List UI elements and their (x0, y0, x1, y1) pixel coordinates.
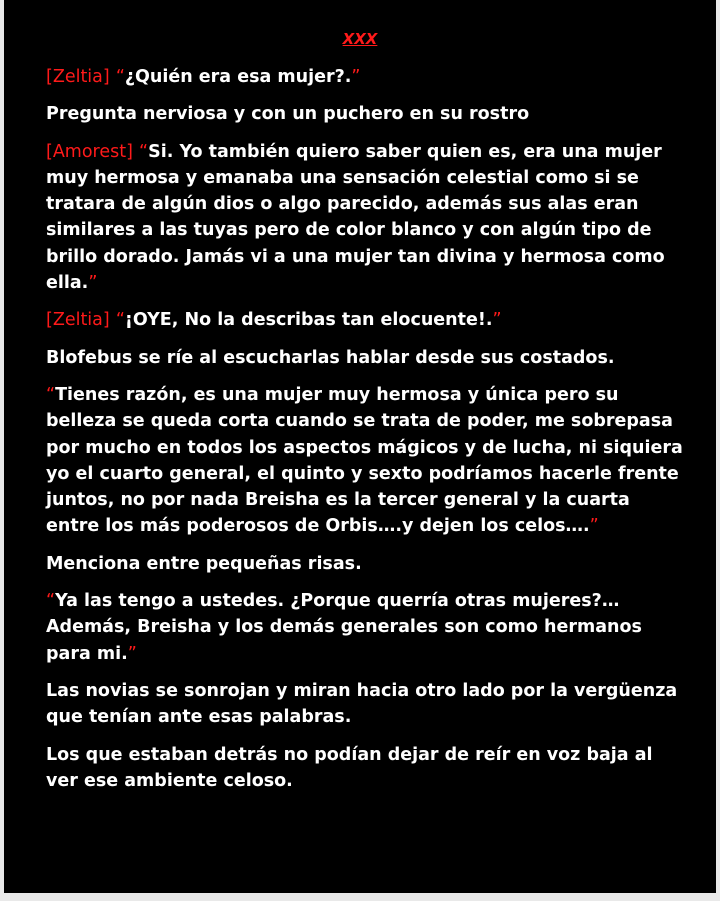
speaker-tag: [Zeltia] (46, 67, 110, 87)
paragraph-text: Menciona entre pequeñas risas. (46, 553, 362, 574)
paragraph (46, 551, 686, 577)
story-text (46, 64, 686, 805)
paragraph (46, 64, 686, 90)
page (4, 0, 716, 893)
close-quote: ” (127, 643, 137, 664)
paragraph (46, 345, 686, 371)
close-quote: ” (492, 310, 502, 331)
close-quote: ” (88, 273, 98, 294)
paragraph-text: Blofebus se ríe al escucharlas hablar desde sus costados. (46, 347, 615, 368)
paragraph (46, 307, 686, 333)
paragraph (46, 588, 686, 667)
paragraph-text: Ya las tengo a ustedes. ¿Porque querría otras mujeres?…Además, Breisha y los demás generales son como hermanos para mi. (46, 591, 642, 664)
close-quote: ” (589, 516, 599, 537)
paragraph-text: Si. Yo también quiero saber quien es, era una mujer muy hermosa y emanaba una sensación celestial como si se tratara de algún dios o algo parecido, además sus alas eran similares a las tuyas pero de color blanco y con algún tipo de brillo dorado. Jamás vi a una mujer tan divina y hermosa como ella. (46, 141, 665, 294)
paragraph (46, 382, 686, 540)
paragraph-text: Tienes razón, es una mujer muy hermosa y única pero su belleza se queda corta cuando se trata de poder, me sobrepasa por mucho en todos los aspectos mágicos y de lucha, ni siquiera yo el cuarto general, el quinto y sexto podríamos hacerle frente juntos, no por nada Breisha es la tercer general y la cuarta entre los más poderosos de Orbis….y dejen los celos…. (46, 384, 683, 537)
paragraph-text: Las novias se sonrojan y miran hacia otro lado por la vergüenza que tenían ante esas palabras. (46, 680, 678, 728)
paragraph-text: Pregunta nerviosa y con un puchero en su rostro (46, 104, 530, 125)
open-quote: “ (46, 384, 56, 405)
open-quote: “ (46, 591, 56, 612)
open-quote: “ (139, 141, 149, 162)
paragraph-text: ¡OYE, No la describas tan elocuente!. (124, 310, 493, 331)
open-quote: “ (115, 67, 125, 87)
chapter-marker: XXX (342, 30, 378, 48)
paragraph (46, 678, 686, 731)
paragraph-text: Los que estaban detrás no podían dejar de reír en voz baja al ver ese ambiente celoso. (46, 744, 653, 791)
paragraph-text: ¿Quién era esa mujer?. (124, 67, 352, 87)
speaker-tag: [Zeltia] (46, 310, 110, 331)
paragraph (46, 101, 686, 127)
close-quote: ” (351, 67, 361, 87)
speaker-tag: [Amorest] (46, 141, 133, 162)
open-quote: “ (115, 310, 125, 331)
paragraph (46, 742, 686, 795)
paragraph (46, 139, 686, 297)
